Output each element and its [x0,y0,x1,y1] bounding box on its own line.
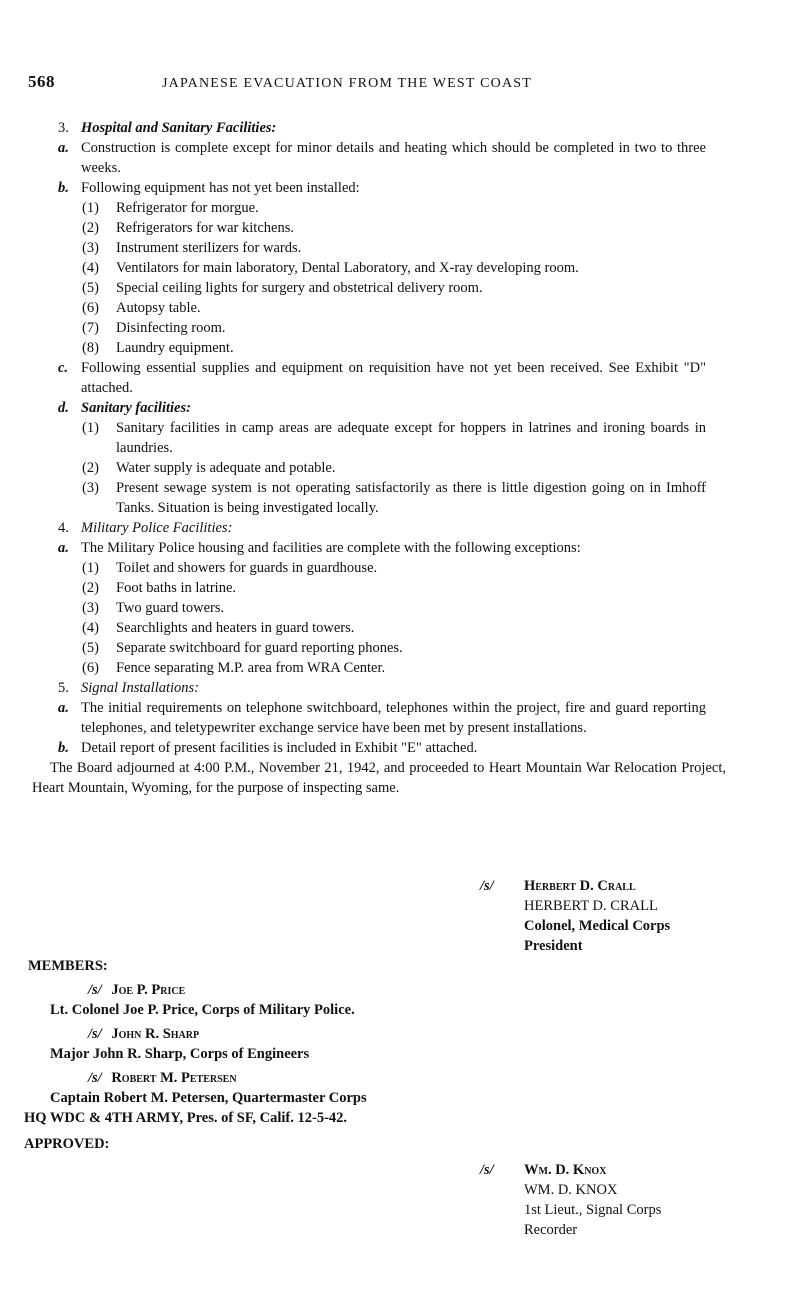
list-item [0,618,800,638]
list-number: (1) [82,420,99,436]
list-text: Toilet and showers for guards in guardhouse. [116,560,378,576]
section-3b [0,178,800,198]
list-number: (3) [82,600,99,616]
list-item [0,258,800,278]
list-text: Special ceiling lights for surgery and obstetrical delivery room. [116,280,483,296]
section-number: 5. [58,680,69,696]
page-header [28,72,748,94]
section-5a [0,698,800,738]
item-text: The Military Police housing and facilities are complete with the following exceptions: [81,540,581,556]
item-letter: c. [58,360,69,376]
approved-label: APPROVED: [24,1136,110,1152]
typed-name: HERBERT D. CRALL [524,898,658,914]
item-letter: b. [58,180,69,196]
hq-line: HQ WDC & 4TH ARMY, Pres. of SF, Calif. 12-5-42. [24,1110,348,1126]
item-text: Following essential supplies and equipment on requisition have not yet been received. See Exhibit "D" attached. [81,360,706,396]
list-number: (1) [82,200,99,216]
item-letter: d. [58,400,69,416]
list-number: (5) [82,280,99,296]
member-signature [88,1024,199,1044]
list-number: (5) [82,640,99,656]
list-text: Refrigerators for war kitchens. [116,220,294,236]
closing-paragraph: The Board adjourned at 4:00 P.M., November 21, 1942, and proceeded to Heart Mountain War Relocation Project, Heart Mountain, Wyoming, for the purpose of inspecting same. [32,760,726,796]
list-number: (2) [82,460,99,476]
item-letter: a. [58,140,69,156]
list-text: Searchlights and heaters in guard towers. [116,620,355,636]
signature-name: Robert M. Petersen [111,1070,237,1086]
list-text: Separate switchboard for guard reporting phones. [116,640,403,656]
signature-name: Joe P. Price [111,982,186,998]
item-letter: a. [58,540,69,556]
list-item [0,458,800,478]
list-number: (8) [82,340,99,356]
running-title: JAPANESE EVACUATION FROM THE WEST COAST [162,76,533,91]
list-item [0,598,800,618]
list-item [0,658,800,678]
signature-name: John R. Sharp [111,1026,200,1042]
list-item [0,418,800,458]
list-number: (2) [82,220,99,236]
list-text: Instrument sterilizers for wards. [116,240,302,256]
section-heading: Signal Installations: [81,680,200,696]
list-number: (6) [82,300,99,316]
list-item [0,478,800,518]
signature-name: Herbert D. Crall [524,878,636,894]
section-heading: Military Police Facilities: [81,520,233,536]
signature-mark: /s/ [480,1162,494,1178]
list-item [0,298,800,318]
list-item [0,218,800,238]
signature-mark: /s/ [88,982,102,998]
member-desc: Major John R. Sharp, Corps of Engineers [50,1046,310,1062]
section-3c [0,358,800,398]
section-3d [0,398,800,418]
list-number: (4) [82,620,99,636]
list-number: (1) [82,560,99,576]
list-number: (4) [82,260,99,276]
list-text: Laundry equipment. [116,340,234,356]
rank: 1st Lieut., Signal Corps [524,1202,662,1218]
list-number: (3) [82,480,99,496]
section-3a [0,138,800,178]
section-heading: Hospital and Sanitary Facilities: [81,120,277,136]
list-text: Autopsy table. [116,300,201,316]
section-4-heading [0,518,800,538]
section-3-heading [0,118,800,138]
item-letter: b. [58,740,69,756]
president-signature-block [480,876,670,956]
list-item [0,278,800,298]
list-text: Fence separating M.P. area from WRA Center. [116,660,386,676]
member-desc: Captain Robert M. Petersen, Quartermaster Corps [50,1090,367,1106]
list-text: Foot baths in latrine. [116,580,237,596]
signature-name: Wm. D. Knox [524,1162,607,1178]
typed-name: WM. D. KNOX [524,1182,618,1198]
list-item [0,578,800,598]
member-signature [88,1068,237,1088]
list-item [0,238,800,258]
body-text [0,118,800,798]
list-text: Water supply is adequate and potable. [116,460,336,476]
recorder-signature-block [480,1160,661,1240]
list-text: Present sewage system is not operating satisfactorily as there is little digestion going on in Imhoff Tanks. Situation is being investigated locally. [116,480,706,516]
item-text: The initial requirements on telephone switchboard, telephones within the project, fire and guard reporting telephones, and teletypewriter exchange service have been met by present installations. [81,700,706,736]
list-number: (7) [82,320,99,336]
section-5b [0,738,800,758]
list-item [0,318,800,338]
item-text: Detail report of present facilities is included in Exhibit "E" attached. [81,740,478,756]
list-text: Refrigerator for morgue. [116,200,259,216]
members-label: MEMBERS: [28,958,108,974]
list-number: (3) [82,240,99,256]
role: President [524,938,583,954]
item-text: Construction is complete except for minor details and heating which should be completed in two to three weeks. [81,140,706,176]
item-heading: Sanitary facilities: [81,400,191,416]
item-letter: a. [58,700,69,716]
list-text: Ventilators for main laboratory, Dental Laboratory, and X-ray developing room. [116,260,579,276]
section-number: 4. [58,520,69,536]
list-item [0,338,800,358]
role: Recorder [524,1222,578,1238]
signature-mark: /s/ [88,1070,102,1086]
section-4a [0,538,800,558]
list-item [0,558,800,578]
list-text: Disinfecting room. [116,320,226,336]
closing-paragraph-row [0,758,800,798]
list-text: Two guard towers. [116,600,225,616]
item-text: Following equipment has not yet been installed: [81,180,360,196]
list-item [0,198,800,218]
member-desc: Lt. Colonel Joe P. Price, Corps of Military Police. [50,1002,355,1018]
list-number: (6) [82,660,99,676]
member-signature [88,980,185,1000]
rank: Colonel, Medical Corps [524,918,671,934]
signature-mark: /s/ [88,1026,102,1042]
section-5-heading [0,678,800,698]
list-number: (2) [82,580,99,596]
list-text: Sanitary facilities in camp areas are adequate except for hoppers in latrines and ironing boards in laundries. [116,420,706,456]
signature-mark: /s/ [480,878,494,894]
section-number: 3. [58,120,69,136]
list-item [0,638,800,658]
page-number: 568 [28,72,55,91]
